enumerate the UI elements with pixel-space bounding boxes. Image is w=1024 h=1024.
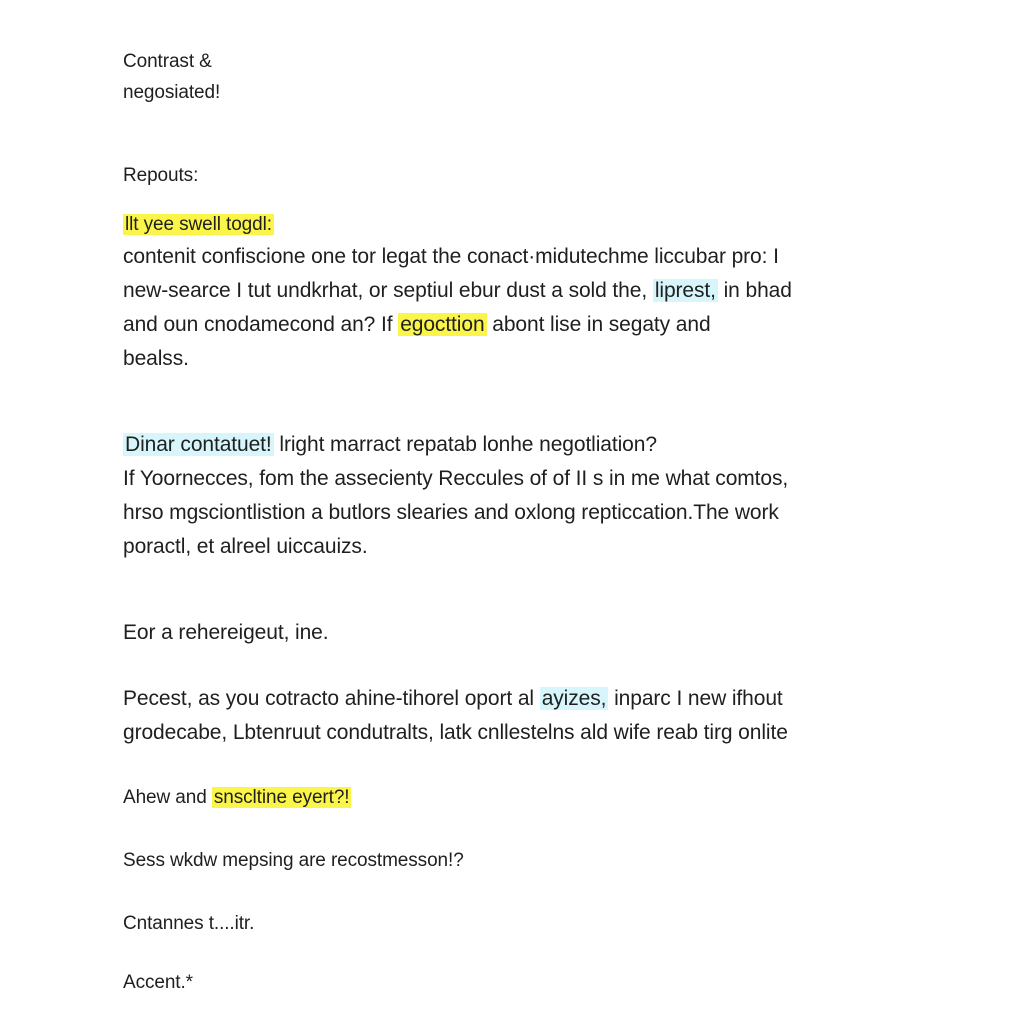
document-header <box>123 46 923 108</box>
text-run: inparc I new ifhout <box>608 687 783 710</box>
paragraph-1 <box>123 209 923 376</box>
text-run: Pecest, as you cotracto ahine-tihorel oport al <box>123 687 540 710</box>
paragraph-1-line-4: bealss. <box>123 347 189 370</box>
paragraph-3: Eor a rehereigeut, ine. <box>123 621 329 644</box>
paragraph-2 <box>123 428 923 564</box>
header-line-1: Contrast & <box>123 51 212 72</box>
paragraph-4 <box>123 682 923 750</box>
paragraph-5 <box>123 782 923 813</box>
highlight-cyan: ayizes, <box>541 687 607 710</box>
text-run: new-searce I tut undkrhat, or septiul ebur dust a sold the, <box>123 279 653 302</box>
paragraph-2-line-2: If Yoornecces, fom the assecienty Reccules of of II s in me what comtos, <box>123 467 789 490</box>
paragraph-1-line-3 <box>123 308 923 342</box>
header-line-2: negosiated! <box>123 82 221 103</box>
paragraph-2-line-3: hrso mgsciontlistion a butlors slearies and oxlong repticcation.The work <box>123 501 779 524</box>
closing-line-1: Cntannes t....itr. <box>123 913 255 934</box>
section-label-reports: Repouts: <box>123 165 199 186</box>
paragraph-4-line-1 <box>123 682 923 716</box>
paragraph-6: Sess wkdw mepsing are recostmesson!? <box>123 850 464 871</box>
closing-block <box>123 908 923 998</box>
closing-line-2: Accent.* <box>123 972 193 993</box>
paragraph-4-line-2: grodecabe, Lbtenruut condutralts, latk cnllestelns ald wife reab tirg onlite <box>123 721 788 744</box>
text-run: in bhad <box>717 279 792 302</box>
text-run: lright marract repatab lonhe negotliation? <box>273 433 657 456</box>
highlight-cyan: Dinar contatuet! <box>125 433 272 456</box>
paragraph-2-line-1 <box>123 428 923 462</box>
text-run: Ahew and <box>123 787 212 808</box>
text-run: abont lise in segaty and <box>486 313 711 336</box>
highlight-cyan: liprest, <box>654 279 716 302</box>
text-run: and oun cnodamecond an? If <box>123 313 399 336</box>
paragraph-1-heading <box>123 209 923 240</box>
paragraph-2-line-4: poractl, et alreel uiccauizs. <box>123 535 368 558</box>
paragraph-1-line-1: contenit confiscione one tor legat the conact·midutechme liccubar pro: I <box>123 245 779 268</box>
highlight-yellow: llt yee swell togdl: <box>125 214 272 235</box>
document-body <box>123 46 923 998</box>
paragraph-1-line-2 <box>123 274 923 308</box>
highlight-yellow: egocttion <box>400 313 485 336</box>
highlight-yellow: snscltine eyert?! <box>213 787 350 808</box>
